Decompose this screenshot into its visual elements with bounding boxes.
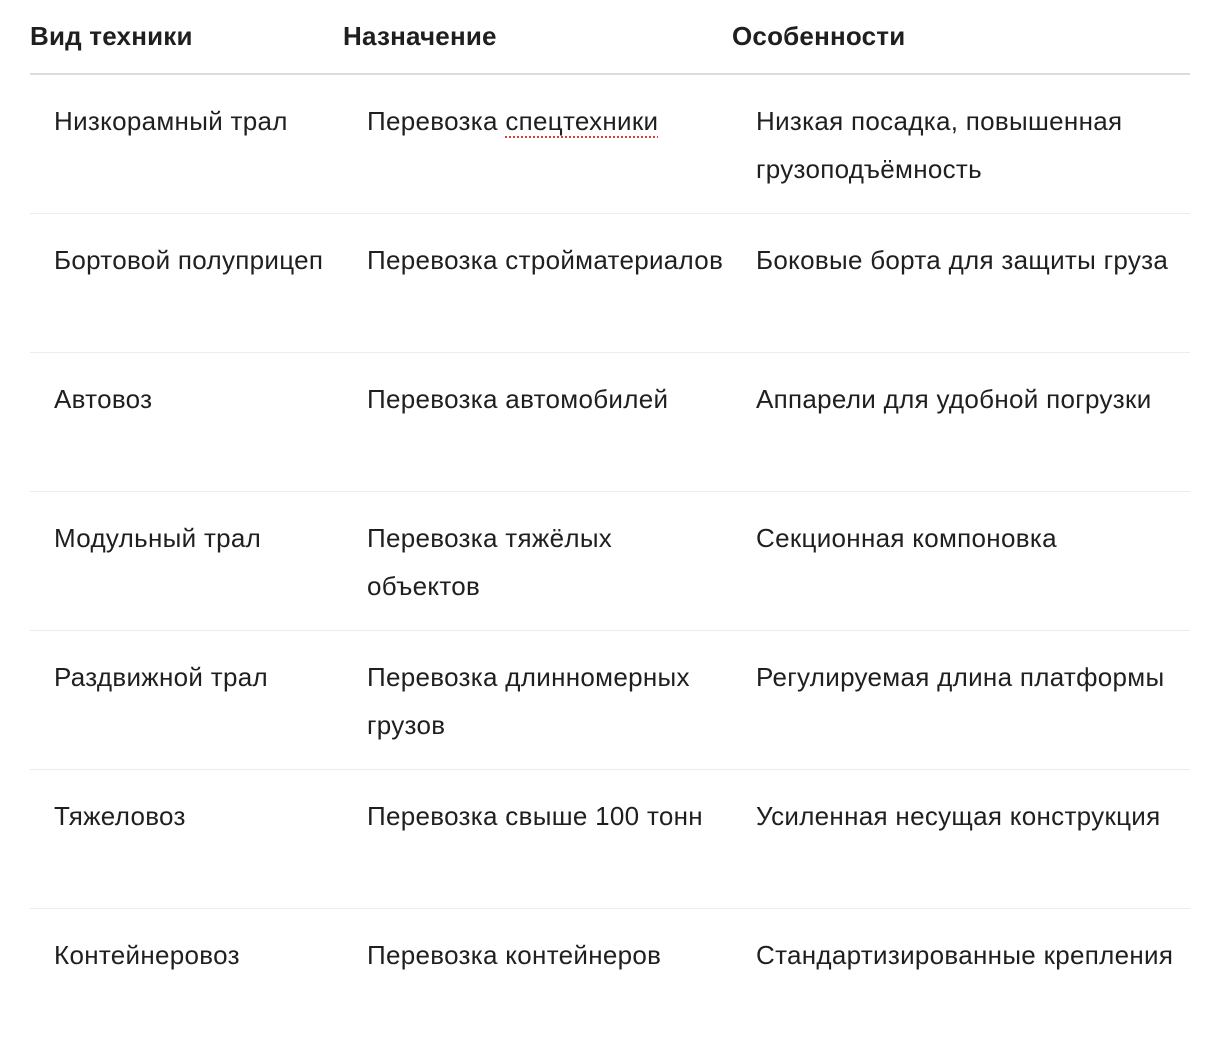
table-body xyxy=(30,74,1190,1047)
cell-purpose: Перевозка контейнеров xyxy=(367,940,662,970)
cell-purpose-part: Перевозка xyxy=(367,106,498,136)
cell-purpose: Перевозка стройматериалов xyxy=(343,214,732,353)
cell-features: Боковые борта для защиты груза xyxy=(732,214,1190,353)
cell-vehicle-type: Бортовой полуприцеп xyxy=(30,214,343,353)
cell-features: Аппарели для удобной погрузки xyxy=(732,353,1190,492)
table-row xyxy=(30,770,1190,909)
cell-purpose: Перевозка тяжёлых объектов xyxy=(343,492,732,631)
header-vehicle-type: Вид техники xyxy=(30,0,343,74)
table-row xyxy=(30,909,1190,1048)
table-row xyxy=(30,631,1190,770)
cell-purpose: Перевозка длинномерных грузов xyxy=(343,631,732,770)
header-purpose: Назначение xyxy=(343,0,732,74)
cell-features: Низкая посадка, повышенная грузоподъёмность xyxy=(732,74,1190,214)
table-row xyxy=(30,74,1190,214)
table-header xyxy=(30,0,1190,74)
cell-vehicle-type: Тяжеловоз xyxy=(30,770,343,909)
cell-features: Секционная компоновка xyxy=(732,492,1190,631)
table-row xyxy=(30,353,1190,492)
cell-purpose: Перевозка автомобилей xyxy=(343,353,732,492)
cell-features: Усиленная несущая конструкция xyxy=(732,770,1190,909)
table-row xyxy=(30,214,1190,353)
header-features: Особенности xyxy=(732,0,1190,74)
vehicle-table-container xyxy=(30,0,1190,1047)
cell-vehicle-type: Низкорамный трал xyxy=(30,74,343,214)
cell-features: Регулируемая длина платформы xyxy=(732,631,1190,770)
header-row xyxy=(30,0,1190,74)
cell-vehicle-type: Модульный трал xyxy=(30,492,343,631)
cell-vehicle-type: Раздвижной трал xyxy=(30,631,343,770)
vehicle-types-table xyxy=(30,0,1190,1047)
table-row xyxy=(30,492,1190,631)
spellcheck-flagged-word: спецтехники xyxy=(505,106,659,136)
cell-purpose xyxy=(343,74,732,214)
cell-features: Стандартизированные крепления xyxy=(756,940,1174,970)
cell-purpose: Перевозка свыше 100 тонн xyxy=(343,770,732,909)
cell-vehicle-type: Контейнеровоз xyxy=(54,940,240,970)
cell-vehicle-type: Автовоз xyxy=(30,353,343,492)
